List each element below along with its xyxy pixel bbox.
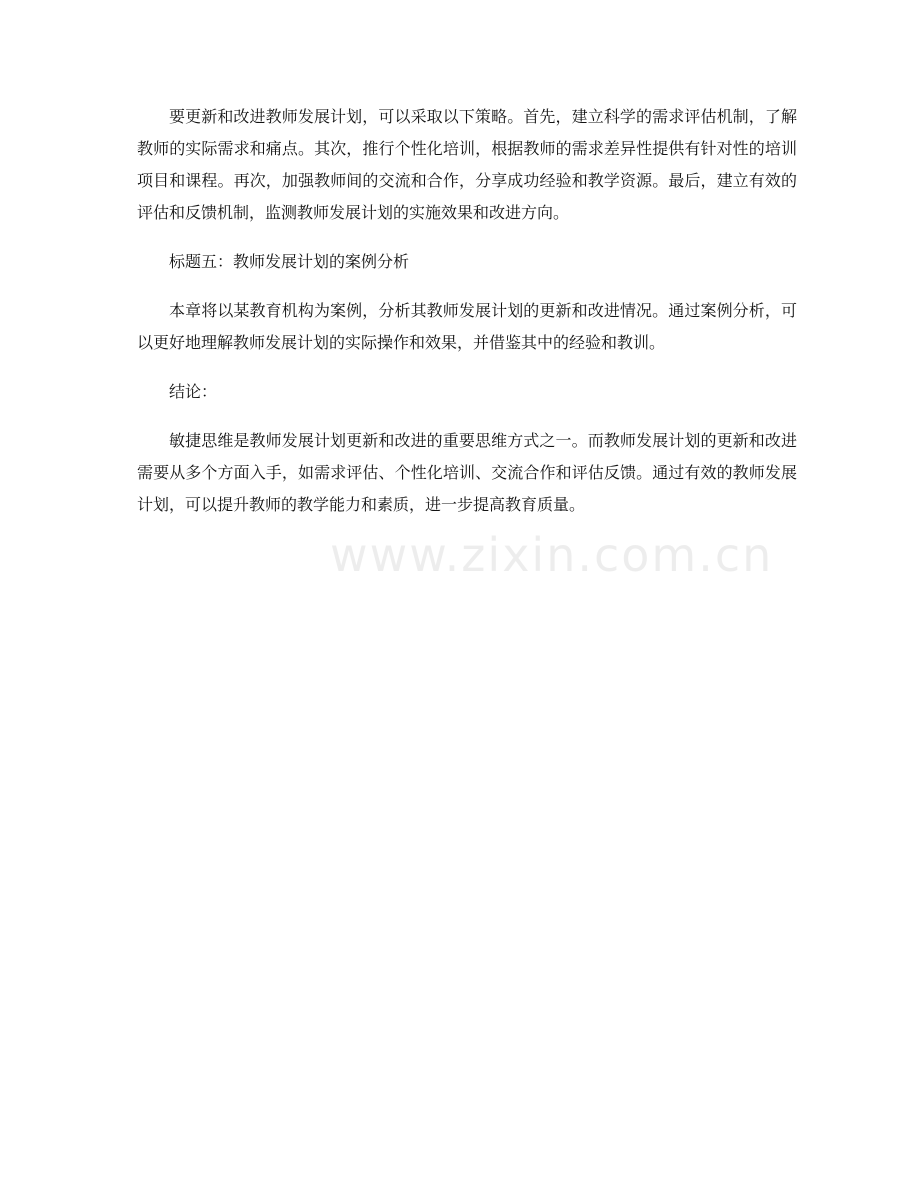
conclusion-heading: 结论： bbox=[169, 382, 218, 401]
watermark-text: www.zixin.com.cn bbox=[330, 528, 774, 582]
case-analysis-paragraph: 本章将以某教育机构为案例，分析其教师发展计划的更新和改进情况。通过案例分析，可以更好地理解教师发展计划的实际操作和效果，并借鉴其中的经验和教训。 bbox=[137, 301, 797, 352]
section-heading-five: 标题五：教师发展计划的案例分析 bbox=[169, 252, 410, 271]
document-body bbox=[137, 101, 797, 538]
strategy-paragraph: 要更新和改进教师发展计划，可以采取以下策略。首先，建立科学的需求评估机制，了解教师的实际需求和痛点。其次，推行个性化培训，根据教师的需求差异性提供有针对性的培训项目和课程。再次，加强教师间的交流和合作，分享成功经验和教学资源。最后，建立有效的评估和反馈机制，监测教师发展计划的实施效果和改进方向。 bbox=[137, 107, 797, 222]
conclusion-paragraph: 敏捷思维是教师发展计划更新和改进的重要思维方式之一。而教师发展计划的更新和改进需要从多个方面入手，如需求评估、个性化培训、交流合作和评估反馈。通过有效的教师发展计划，可以提升教师的教学能力和素质，进一步提高教育质量。 bbox=[137, 431, 797, 514]
